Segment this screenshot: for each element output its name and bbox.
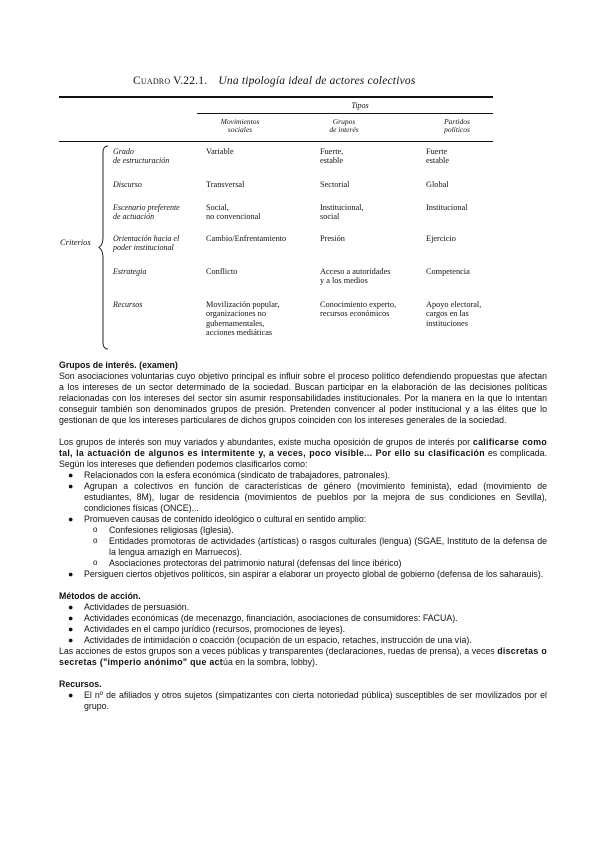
- table-cell: Institucional: [426, 203, 468, 212]
- bullet-icon: ●: [68, 470, 74, 480]
- grupos-sublist: [84, 525, 547, 569]
- table-cell: Apoyo electoral, cargos en las instituciones: [426, 300, 482, 328]
- list-item: ● Actividades de intimidación o coacción (ocupación de un espacio, retaches, instrucción de una vía).: [68, 635, 472, 645]
- circle-bullet-icon: o: [93, 525, 98, 534]
- list-item: ● Actividades de persuasión.: [68, 602, 190, 612]
- caption-title: Una tipología ideal de actores colectivos: [218, 75, 416, 87]
- list-item: ● Relacionados con la esfera económica (sindicato de trabajadores, patronales).: [68, 470, 391, 480]
- list-item: ● El nº de afiliados y otros sujetos (simpatizantes con cierta notoriedad pública) susceptibles de ser movilizados por el grupo.: [68, 690, 547, 711]
- list-item: ● Persiguen ciertos objetivos políticos, sin aspirar a elaborar un proyecto global de gobierno (defensa de los saharauis).: [68, 569, 544, 579]
- paragraph-grupos-classification: Los grupos de interés son muy variados y abundantes, existe mucha oposición de grupos de interés por calificarse como tal, la actuación de algunos es intermitente y, a veces, poco visible... Por ello su clasificación es complicada. Según los intereses que defienden podemos clasificarlos como:: [59, 437, 548, 469]
- table-cell: Variable: [206, 147, 234, 156]
- bullet-icon: ●: [68, 613, 74, 623]
- table-cell: Sectorial: [320, 180, 350, 189]
- recursos-list: [59, 690, 547, 712]
- metodos-list: [59, 602, 547, 646]
- table-caption: [133, 75, 416, 87]
- bullet-icon: ●: [68, 602, 74, 612]
- paragraph-grupos-definition: Son asociaciones voluntarias cuyo objetivo principal es influir sobre el proceso político defendiendo propuestas que afectan a los intereses de un sector determinado de la sociedad. Buscan participar en la elaboración de las decisiones políticas relacionadas con los intereses del sector sin asumir responsabilidades institucionales. Por la manera en la que lo intentan conseguir también son denominados grupos de presión. Pretenden convencer al poder institucional y a las élites que lo gestionan de que los intereses particulares de dichos grupos coinciden con los intereses generales de la sociedad.: [59, 371, 547, 425]
- sub-list-item: o Asociaciones protectoras del patrimonio natural (defensas del lince ibérico): [93, 558, 402, 568]
- bullet-icon: ●: [68, 514, 74, 524]
- heading-recursos: Recursos.: [59, 679, 102, 689]
- bullet-icon: ●: [68, 624, 74, 634]
- table-cell: Institucional, social: [320, 203, 364, 222]
- sub-list-item: o Entidades promotoras de actividades (artísticas) o rasgos culturales (lengua) (SGAE, Instituto de la defensa de la lengua amazigh en Marruecos).: [93, 536, 547, 557]
- table-cell: Conocimiento experto, recursos económicos: [320, 300, 397, 319]
- table-cell: Competencia: [426, 267, 470, 276]
- types-rule: [197, 113, 493, 114]
- table-cell: Social, no convencional: [206, 203, 261, 222]
- table-cell: Presión: [320, 234, 345, 243]
- circle-bullet-icon: o: [93, 558, 98, 567]
- header-rule: [59, 141, 493, 142]
- table-cell: Transversal: [206, 180, 245, 189]
- row-label: Grado de estructuración: [113, 147, 170, 165]
- row-label: Discurso: [113, 180, 142, 189]
- bullet-icon: ●: [68, 635, 74, 645]
- row-label: Estrategia: [113, 267, 147, 276]
- table-cell: Acceso a autoridades y a los medios: [320, 267, 391, 286]
- table-cell: Movilización popular, organizaciones no gubernamentales, acciones mediáticas: [206, 300, 280, 337]
- types-header: Tipos: [351, 101, 369, 110]
- row-label: Orientación hacia el poder institucional: [113, 234, 180, 252]
- typology-table-figure: [0, 0, 599, 360]
- heading-metodos: Métodos de acción.: [59, 591, 141, 601]
- table-cell: Fuerte, estable: [320, 147, 344, 166]
- circle-bullet-icon: o: [93, 536, 98, 545]
- table-cell: Cambio/Enfrentamiento: [206, 234, 287, 243]
- bullet-icon: ●: [68, 481, 74, 491]
- paragraph-metodos: Las acciones de estos grupos son a veces públicas y transparentes (declaraciones, ruedas de prensa), a veces discretas o secretas ("imperio anónimo" que actúa en la sombra, lobby).: [59, 646, 547, 667]
- criteria-label: Criterios: [60, 237, 91, 247]
- table-cell: Fuerte estable: [426, 147, 450, 166]
- list-item: ● Agrupan a colectivos en función de características de género (movimiento feminista), edad (movimiento de estudiantes, 8M), lugar de residencia (movimientos de pueblos por la mejora de sus condiciones en Sevilla), condiciones físicas (ONCE)...: [68, 481, 547, 513]
- list-item: ● Promueven causas de contenido ideológico o cultural en sentido amplio: o Confesiones religiosas (Iglesia). o Entidades promotoras de actividades (artísticas) o rasgos culturales (lengua) (SGAE, Instituto de la defensa de la lengua amazigh en Marruecos). o Asociaciones protectoras del patrimonio natural (defensas del lince ibérico): [68, 514, 547, 568]
- column-header-movimientos: Movimientos sociales: [220, 117, 260, 134]
- table-cell: Conflicto: [206, 267, 238, 276]
- table-cell: Global: [426, 180, 449, 189]
- list-item: ● Actividades económicas (de mecenazgo, financiación, asociaciones de consumidores: FACUA).: [68, 613, 458, 623]
- row-label: Escenario preferente de actuación: [113, 203, 180, 221]
- heading-grupos: Grupos de interés. (examen): [59, 360, 178, 370]
- grupos-list: [59, 470, 547, 580]
- caption-label: Cuadro V.22.1.: [133, 75, 208, 87]
- row-label: Recursos: [113, 300, 143, 309]
- list-item: ● Actividades en el campo jurídico (recursos, promociones de leyes).: [68, 624, 346, 634]
- top-rule: [59, 96, 493, 98]
- column-header-partidos: Partidos políticos: [444, 117, 470, 134]
- sub-list-item: o Confesiones religiosas (Iglesia).: [93, 525, 234, 535]
- table-cell: Ejercicio: [426, 234, 456, 243]
- bullet-icon: ●: [68, 569, 74, 579]
- document-body: [59, 360, 547, 712]
- column-header-grupos: Grupos de interés: [329, 117, 359, 134]
- bullet-icon: ●: [68, 690, 74, 700]
- criteria-brace: [98, 145, 110, 350]
